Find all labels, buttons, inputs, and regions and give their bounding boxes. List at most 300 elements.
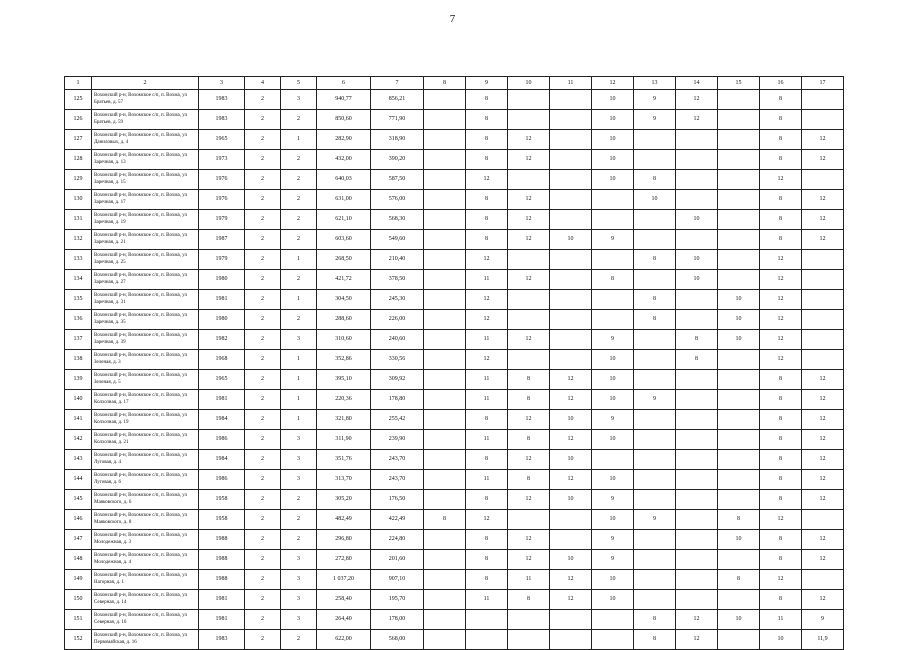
table-cell: 2: [245, 330, 281, 350]
table-cell: 224,80: [371, 530, 424, 550]
table-cell: 2: [281, 310, 317, 330]
table-cell: 288,60: [317, 310, 371, 330]
table-cell: 8: [760, 530, 802, 550]
table-cell: 12: [508, 270, 550, 290]
table-cell: [802, 90, 844, 110]
table-cell: [424, 270, 466, 290]
table-row: [65, 430, 844, 450]
table-cell: 12: [676, 610, 718, 630]
table-cell: 142: [65, 430, 92, 450]
table-cell: 8: [508, 370, 550, 390]
table-cell: 1965: [199, 370, 245, 390]
table-cell: 1968: [199, 350, 245, 370]
table-cell: [424, 570, 466, 590]
address-cell: Вохомский р-н, Вохомское с/п, п. Вохма, ул Молодежная, д. 4: [92, 550, 199, 570]
table-cell: [424, 470, 466, 490]
table-cell: [508, 250, 550, 270]
table-cell: 12: [802, 410, 844, 430]
table-cell: 12: [508, 330, 550, 350]
table-cell: 351,76: [317, 450, 371, 470]
table-cell: 8: [466, 90, 508, 110]
address-cell: Вохомский р-н, Вохомское с/п, п. Вохма, ул Даниловых, д. 4: [92, 130, 199, 150]
housing-table: [64, 76, 844, 650]
table-cell: 12: [676, 630, 718, 650]
table-cell: [634, 490, 676, 510]
table-cell: [634, 550, 676, 570]
table-cell: [592, 250, 634, 270]
table-cell: 3: [281, 90, 317, 110]
table-cell: [424, 610, 466, 630]
table-cell: [802, 290, 844, 310]
table-cell: 12: [802, 490, 844, 510]
table-cell: 395,10: [317, 370, 371, 390]
table-row: [65, 310, 844, 330]
address-cell: Вохомский р-н, Вохомское с/п, п. Вохма, ул Маяковского, д. 6: [92, 490, 199, 510]
table-cell: [676, 170, 718, 190]
table-cell: 1973: [199, 150, 245, 170]
table-cell: 1983: [199, 110, 245, 130]
table-cell: [676, 470, 718, 490]
table-cell: 210,40: [371, 250, 424, 270]
address-cell: Вохомский р-н, Вохомское с/п, п. Вохма, ул Зеленая, д. 5: [92, 370, 199, 390]
table-cell: 11: [466, 330, 508, 350]
table-cell: 3: [281, 610, 317, 630]
table-cell: 12: [760, 350, 802, 370]
table-cell: 2: [245, 410, 281, 430]
table-cell: [550, 530, 592, 550]
table-cell: [508, 350, 550, 370]
table-cell: [676, 450, 718, 470]
table-cell: 9: [592, 330, 634, 350]
table-cell: 134: [65, 270, 92, 290]
table-cell: [634, 150, 676, 170]
table-cell: 12: [802, 470, 844, 490]
table-cell: 12: [802, 450, 844, 470]
table-cell: [424, 330, 466, 350]
table-row: [65, 610, 844, 630]
table-cell: 2: [245, 450, 281, 470]
table-cell: 1: [281, 350, 317, 370]
table-cell: 9: [592, 530, 634, 550]
table-cell: 132: [65, 230, 92, 250]
table-cell: 421,72: [317, 270, 371, 290]
table-cell: 8: [760, 370, 802, 390]
table-cell: 10: [592, 570, 634, 590]
table-row: [65, 530, 844, 550]
table-cell: 137: [65, 330, 92, 350]
table-cell: 11: [466, 370, 508, 390]
table-row: [65, 270, 844, 290]
table-cell: 1: [281, 410, 317, 430]
table-cell: [676, 430, 718, 450]
table-cell: 352,86: [317, 350, 371, 370]
table-cell: [424, 530, 466, 550]
table-cell: 8: [634, 250, 676, 270]
table-cell: 1: [281, 290, 317, 310]
table-cell: 11,9: [802, 630, 844, 650]
table-cell: 136: [65, 310, 92, 330]
column-header: 14: [676, 77, 718, 90]
table-cell: 1981: [199, 610, 245, 630]
table-cell: 8: [466, 130, 508, 150]
table-cell: 130: [65, 190, 92, 210]
table-cell: [424, 410, 466, 430]
table-cell: [718, 450, 760, 470]
table-cell: 8: [466, 210, 508, 230]
table-cell: 8: [760, 450, 802, 470]
table-cell: 568,00: [371, 630, 424, 650]
table-row: [65, 250, 844, 270]
table-row: [65, 230, 844, 250]
table-cell: 3: [281, 590, 317, 610]
table-cell: [424, 90, 466, 110]
table-body: [65, 90, 844, 650]
table-cell: 12: [802, 530, 844, 550]
table-cell: 226,00: [371, 310, 424, 330]
address-cell: Вохомский р-н, Вохомское с/п, п. Вохма, ул Колхозная, д. 21: [92, 430, 199, 450]
table-cell: 12: [802, 130, 844, 150]
table-cell: 12: [802, 190, 844, 210]
table-cell: [718, 470, 760, 490]
table-cell: 549,60: [371, 230, 424, 250]
table-cell: 2: [245, 390, 281, 410]
table-row: [65, 450, 844, 470]
table-cell: 10: [676, 270, 718, 290]
address-cell: Вохомский р-н, Вохомское с/п, п. Вохма, ул Заречная, д. 31: [92, 290, 199, 310]
table-cell: [634, 570, 676, 590]
table-cell: [718, 190, 760, 210]
table-cell: [718, 90, 760, 110]
table-cell: [634, 530, 676, 550]
table-row: [65, 350, 844, 370]
table-cell: [676, 550, 718, 570]
table-cell: 771,90: [371, 110, 424, 130]
table-cell: 8: [634, 630, 676, 650]
table-cell: [634, 430, 676, 450]
address-cell: Вохомский р-н, Вохомское с/п, п. Вохма, ул Заречная, д. 17: [92, 190, 199, 210]
table-cell: 8: [466, 150, 508, 170]
table-cell: [592, 210, 634, 230]
table-cell: 603,60: [317, 230, 371, 250]
table-cell: 10: [592, 430, 634, 450]
table-cell: 1976: [199, 190, 245, 210]
table-cell: 390,20: [371, 150, 424, 170]
table-cell: [550, 330, 592, 350]
table-cell: [802, 570, 844, 590]
table-cell: 8: [634, 610, 676, 630]
table-cell: 2: [281, 170, 317, 190]
table-cell: [634, 590, 676, 610]
table-cell: 220,36: [317, 390, 371, 410]
table-cell: 151: [65, 610, 92, 630]
table-cell: 940,77: [317, 90, 371, 110]
table-cell: 10: [718, 290, 760, 310]
table-cell: 9: [592, 550, 634, 570]
table-cell: [718, 550, 760, 570]
table-cell: 12: [508, 210, 550, 230]
table-cell: [424, 230, 466, 250]
table-cell: 10: [592, 130, 634, 150]
table-cell: 2: [281, 230, 317, 250]
table-cell: 12: [676, 110, 718, 130]
table-cell: 8: [760, 430, 802, 450]
column-header: 4: [245, 77, 281, 90]
table-cell: 1984: [199, 410, 245, 430]
table-cell: 245,30: [371, 290, 424, 310]
table-cell: 11: [508, 570, 550, 590]
table-cell: [718, 590, 760, 610]
table-cell: 2: [245, 470, 281, 490]
column-header: 6: [317, 77, 371, 90]
table-cell: [424, 490, 466, 510]
table-cell: 310,60: [317, 330, 371, 350]
table-cell: 9: [634, 110, 676, 130]
column-header: 11: [550, 77, 592, 90]
table-cell: 272,80: [317, 550, 371, 570]
table-cell: 3: [281, 470, 317, 490]
table-cell: 1958: [199, 510, 245, 530]
table-cell: [718, 250, 760, 270]
table-cell: 12: [508, 230, 550, 250]
table-row: [65, 110, 844, 130]
table-cell: 12: [802, 210, 844, 230]
address-cell: Вохомский р-н, Вохомское с/п, п. Вохма, ул Заречная, д. 25: [92, 250, 199, 270]
table-cell: [634, 350, 676, 370]
table-cell: 2: [245, 590, 281, 610]
table-cell: 12: [760, 170, 802, 190]
table-cell: 2: [245, 570, 281, 590]
table-cell: 2: [245, 170, 281, 190]
table-cell: 9: [802, 610, 844, 630]
table-cell: 2: [245, 370, 281, 390]
table-cell: [634, 410, 676, 430]
table-cell: 12: [508, 490, 550, 510]
table-cell: [634, 470, 676, 490]
address-cell: Вохомский р-н, Вохомское с/п, п. Вохма, ул Заречная, д. 35: [92, 310, 199, 330]
table-cell: 8: [760, 90, 802, 110]
table-cell: 8: [466, 450, 508, 470]
table-cell: 11: [760, 610, 802, 630]
table-cell: 8: [676, 350, 718, 370]
table-cell: 8: [466, 410, 508, 430]
table-cell: 8: [466, 190, 508, 210]
table-cell: 1: [281, 370, 317, 390]
table-cell: 12: [550, 390, 592, 410]
table-cell: [424, 170, 466, 190]
table-row: [65, 190, 844, 210]
table-cell: 8: [676, 330, 718, 350]
table-cell: [802, 270, 844, 290]
table-cell: [718, 370, 760, 390]
table-cell: [718, 170, 760, 190]
table-cell: 10: [760, 630, 802, 650]
address-cell: Вохомский р-н, Вохомское с/п, п. Вохма, ул Братьев, д. 59: [92, 110, 199, 130]
table-cell: [424, 250, 466, 270]
table-cell: [676, 290, 718, 310]
table-cell: [592, 610, 634, 630]
table-cell: [424, 550, 466, 570]
table-cell: 8: [466, 110, 508, 130]
table-cell: 8: [508, 590, 550, 610]
table-cell: 621,10: [317, 210, 371, 230]
table-cell: 631,00: [317, 190, 371, 210]
table-cell: 576,00: [371, 190, 424, 210]
table-cell: [550, 110, 592, 130]
table-cell: 12: [508, 550, 550, 570]
table-cell: 128: [65, 150, 92, 170]
table-cell: 10: [718, 330, 760, 350]
table-cell: [634, 450, 676, 470]
table-cell: 144: [65, 470, 92, 490]
address-cell: Вохомский р-н, Вохомское с/п, п. Вохма, ул Заречная, д. 13: [92, 150, 199, 170]
table-cell: 240,60: [371, 330, 424, 350]
table-cell: [550, 350, 592, 370]
table-cell: 10: [550, 550, 592, 570]
table-cell: 12: [466, 290, 508, 310]
table-cell: 178,80: [371, 390, 424, 410]
table-cell: 176,50: [371, 490, 424, 510]
table-cell: [508, 610, 550, 630]
table-row: [65, 210, 844, 230]
table-cell: 10: [718, 310, 760, 330]
table-cell: 10: [592, 370, 634, 390]
table-cell: 3: [281, 550, 317, 570]
column-header: 13: [634, 77, 676, 90]
table-cell: 8: [760, 470, 802, 490]
table-cell: 8: [760, 230, 802, 250]
table-cell: [676, 510, 718, 530]
column-header: 3: [199, 77, 245, 90]
table-cell: [508, 90, 550, 110]
address-cell: Вохомский р-н, Вохомское с/п, п. Вохма, ул Северная, д. 16: [92, 610, 199, 630]
table-cell: [424, 150, 466, 170]
table-cell: 1: [281, 390, 317, 410]
table-cell: [634, 370, 676, 390]
table-cell: 2: [245, 210, 281, 230]
table-cell: 131: [65, 210, 92, 230]
table-cell: 8: [760, 390, 802, 410]
column-header: 5: [281, 77, 317, 90]
address-cell: Вохомский р-н, Вохомское с/п, п. Вохма, ул Первомайская, д. 16: [92, 630, 199, 650]
table-cell: 10: [592, 350, 634, 370]
table-cell: 10: [592, 110, 634, 130]
table-cell: [718, 270, 760, 290]
table-cell: [676, 490, 718, 510]
table-cell: [508, 510, 550, 530]
table-cell: 8: [466, 550, 508, 570]
table-cell: [424, 430, 466, 450]
table-cell: 239,90: [371, 430, 424, 450]
table-cell: 12: [802, 150, 844, 170]
table-cell: 12: [760, 270, 802, 290]
table-cell: 264,40: [317, 610, 371, 630]
address-cell: Вохомский р-н, Вохомское с/п, п. Вохма, ул Заречная, д. 19: [92, 210, 199, 230]
table-cell: 195,70: [371, 590, 424, 610]
address-cell: Вохомский р-н, Вохомское с/п, п. Вохма, ул Братьев, д. 57: [92, 90, 199, 110]
table-cell: 856,21: [371, 90, 424, 110]
table-cell: 2: [245, 190, 281, 210]
table-cell: 12: [760, 310, 802, 330]
table-cell: 3: [281, 450, 317, 470]
table-cell: 2: [245, 290, 281, 310]
table-cell: [508, 290, 550, 310]
table-cell: [676, 310, 718, 330]
table-cell: 11: [466, 590, 508, 610]
table-cell: 8: [508, 470, 550, 490]
address-cell: Вохомский р-н, Вохомское с/п, п. Вохма, ул Северная, д. 14: [92, 590, 199, 610]
table-cell: 1980: [199, 270, 245, 290]
table-cell: 1981: [199, 290, 245, 310]
table-cell: 178,00: [371, 610, 424, 630]
table-cell: [550, 170, 592, 190]
table-cell: 622,00: [317, 630, 371, 650]
table-cell: 12: [760, 570, 802, 590]
table-cell: 10: [592, 590, 634, 610]
table-row: [65, 370, 844, 390]
address-cell: Вохомский р-н, Вохомское с/п, п. Вохма, ул Нагорная, д. 1: [92, 570, 199, 590]
table-cell: 8: [508, 390, 550, 410]
table-cell: 10: [592, 90, 634, 110]
table-cell: 12: [760, 290, 802, 310]
table-cell: [676, 390, 718, 410]
table-cell: [802, 310, 844, 330]
table-cell: 8: [760, 190, 802, 210]
table-cell: 12: [802, 590, 844, 610]
table-cell: 9: [592, 490, 634, 510]
table-row: [65, 490, 844, 510]
column-header: 15: [718, 77, 760, 90]
table-cell: [802, 330, 844, 350]
table-cell: 2: [281, 530, 317, 550]
table-cell: 2: [245, 310, 281, 330]
table-cell: 304,50: [317, 290, 371, 310]
table-cell: 12: [508, 130, 550, 150]
table-cell: 10: [634, 190, 676, 210]
table-cell: 143: [65, 450, 92, 470]
table-cell: 2: [281, 190, 317, 210]
table-cell: 10: [592, 390, 634, 410]
table-cell: [676, 590, 718, 610]
table-cell: 12: [802, 370, 844, 390]
table-cell: [676, 530, 718, 550]
table-cell: 1983: [199, 90, 245, 110]
housing-table-container: [64, 76, 843, 650]
table-cell: 568,30: [371, 210, 424, 230]
table-cell: [676, 370, 718, 390]
table-cell: 8: [760, 150, 802, 170]
table-cell: [424, 590, 466, 610]
table-cell: [676, 570, 718, 590]
table-cell: 12: [550, 430, 592, 450]
table-row: [65, 330, 844, 350]
table-cell: 258,40: [317, 590, 371, 610]
table-cell: 10: [550, 410, 592, 430]
table-cell: 1988: [199, 550, 245, 570]
table-cell: 1976: [199, 170, 245, 190]
table-cell: 152: [65, 630, 92, 650]
table-cell: 11: [466, 390, 508, 410]
table-cell: 330,56: [371, 350, 424, 370]
table-cell: 2: [281, 630, 317, 650]
table-cell: 10: [676, 250, 718, 270]
table-cell: [592, 190, 634, 210]
table-cell: 126: [65, 110, 92, 130]
table-cell: [802, 170, 844, 190]
table-cell: 148: [65, 550, 92, 570]
table-cell: 2: [245, 250, 281, 270]
table-cell: 321,80: [317, 410, 371, 430]
table-cell: 11: [466, 470, 508, 490]
